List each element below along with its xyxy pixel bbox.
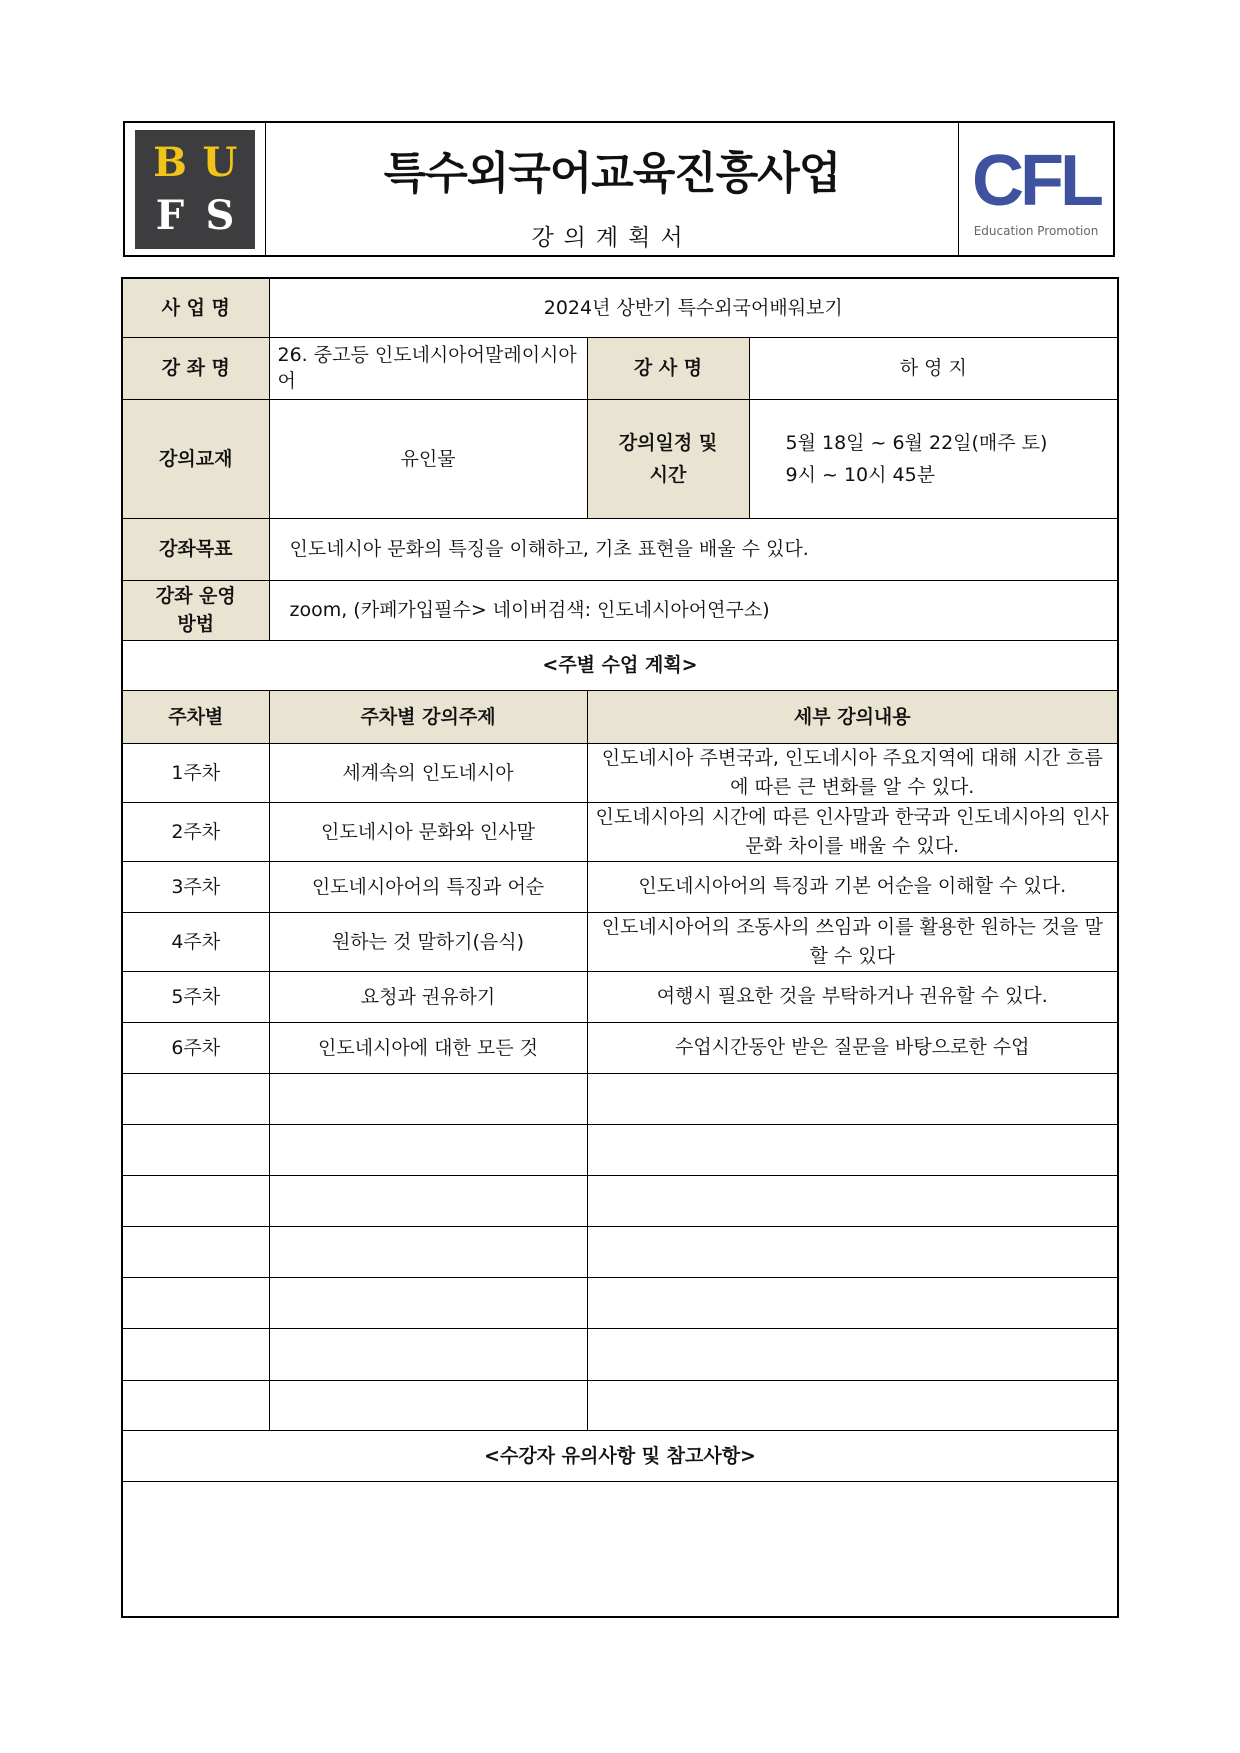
schedule-label: 강의일정 및 시간 (587, 399, 749, 518)
week-row (122, 1022, 1118, 1073)
document-title: 특수외국어교육진흥사업 (383, 148, 841, 199)
goal-label: 강좌목표 (122, 518, 269, 580)
col-topic: 주차별 강의주제 (269, 690, 587, 743)
instructor-value: 하 영 지 (749, 337, 1118, 399)
week-topic: 세계속의 인도네시아 (269, 743, 587, 802)
empty-row (122, 1328, 1118, 1380)
material-label: 강의교재 (122, 399, 269, 518)
week-week (122, 1073, 269, 1124)
cfl-logo: CFL Education Promotion (958, 123, 1113, 255)
week-detail: 인도네시아 주변국과, 인도네시아 주요지역에 대해 시간 흐름에 따른 큰 변화를 알 수 있다. (587, 743, 1118, 802)
week-topic: 인도네시아에 대한 모든 것 (269, 1022, 587, 1073)
week-detail (587, 1380, 1118, 1430)
col-week: 주차별 (122, 690, 269, 743)
empty-row (122, 1124, 1118, 1175)
week-week (122, 1226, 269, 1277)
week-topic (269, 1226, 587, 1277)
week-detail: 여행시 필요한 것을 부탁하거나 권유할 수 있다. (587, 971, 1118, 1022)
week-row (122, 802, 1118, 861)
week-week: 2주차 (122, 802, 269, 861)
method-label: 강좌 운영방법 (122, 580, 269, 640)
course-value: 26. 중고등 인도네시아어말레이시아어 (269, 337, 587, 399)
course-label: 강 좌 명 (122, 337, 269, 399)
document-header (123, 121, 1115, 257)
bufs-logo-cell (125, 123, 266, 255)
empty-row (122, 1380, 1118, 1430)
week-detail (587, 1073, 1118, 1124)
week-detail: 수업시간동안 받은 질문을 바탕으로한 수업 (587, 1022, 1118, 1073)
week-week: 3주차 (122, 861, 269, 912)
project-label: 사 업 명 (122, 278, 269, 337)
empty-row (122, 1175, 1118, 1226)
week-topic (269, 1277, 587, 1328)
week-row (122, 912, 1118, 971)
week-detail (587, 1328, 1118, 1380)
empty-row (122, 1226, 1118, 1277)
week-row (122, 971, 1118, 1022)
week-row (122, 861, 1118, 912)
week-week (122, 1175, 269, 1226)
week-topic: 요청과 권유하기 (269, 971, 587, 1022)
week-week (122, 1124, 269, 1175)
lecture-plan-table (121, 277, 1119, 1618)
week-detail (587, 1277, 1118, 1328)
method-value: zoom, (카페가입필수> 네이버검색: 인도네시아어연구소) (269, 580, 1118, 640)
week-week: 6주차 (122, 1022, 269, 1073)
week-topic (269, 1175, 587, 1226)
instructor-label: 강 사 명 (587, 337, 749, 399)
week-detail (587, 1226, 1118, 1277)
week-detail (587, 1175, 1118, 1226)
empty-row (122, 1073, 1118, 1124)
week-topic: 인도네시아 문화와 인사말 (269, 802, 587, 861)
week-week: 1주차 (122, 743, 269, 802)
week-week (122, 1380, 269, 1430)
empty-row (122, 1277, 1118, 1328)
col-detail: 세부 강의내용 (587, 690, 1118, 743)
week-topic (269, 1073, 587, 1124)
week-topic (269, 1124, 587, 1175)
bufs-logo: B U F S (135, 130, 255, 249)
week-detail: 인도네시아어의 조동사의 쓰임과 이를 활용한 원하는 것을 말할 수 있다 (587, 912, 1118, 971)
week-topic: 인도네시아어의 특징과 어순 (269, 861, 587, 912)
document-subtitle: 강의계획서 (531, 225, 693, 251)
week-week: 4주차 (122, 912, 269, 971)
material-value: 유인물 (269, 399, 587, 518)
week-row (122, 743, 1118, 802)
week-topic (269, 1380, 587, 1430)
notes-content (122, 1481, 1118, 1617)
week-week: 5주차 (122, 971, 269, 1022)
week-topic: 원하는 것 말하기(음식) (269, 912, 587, 971)
week-detail (587, 1124, 1118, 1175)
week-topic (269, 1328, 587, 1380)
week-detail: 인도네시아어의 특징과 기본 어순을 이해할 수 있다. (587, 861, 1118, 912)
notes-section-title: <수강자 유의사항 및 참고사항> (122, 1430, 1118, 1481)
weekly-section-title: <주별 수업 계획> (122, 640, 1118, 690)
week-detail: 인도네시아의 시간에 따른 인사말과 한국과 인도네시아의 인사문화 차이를 배울 수 있다. (587, 802, 1118, 861)
project-value: 2024년 상반기 특수외국어배워보기 (269, 278, 1118, 337)
week-week (122, 1328, 269, 1380)
week-week (122, 1277, 269, 1328)
schedule-value: 5월 18일 ~ 6월 22일(매주 토) 9시 ~ 10시 45분 (749, 399, 1118, 518)
goal-value: 인도네시아 문화의 특징을 이해하고, 기초 표현을 배울 수 있다. (269, 518, 1118, 580)
